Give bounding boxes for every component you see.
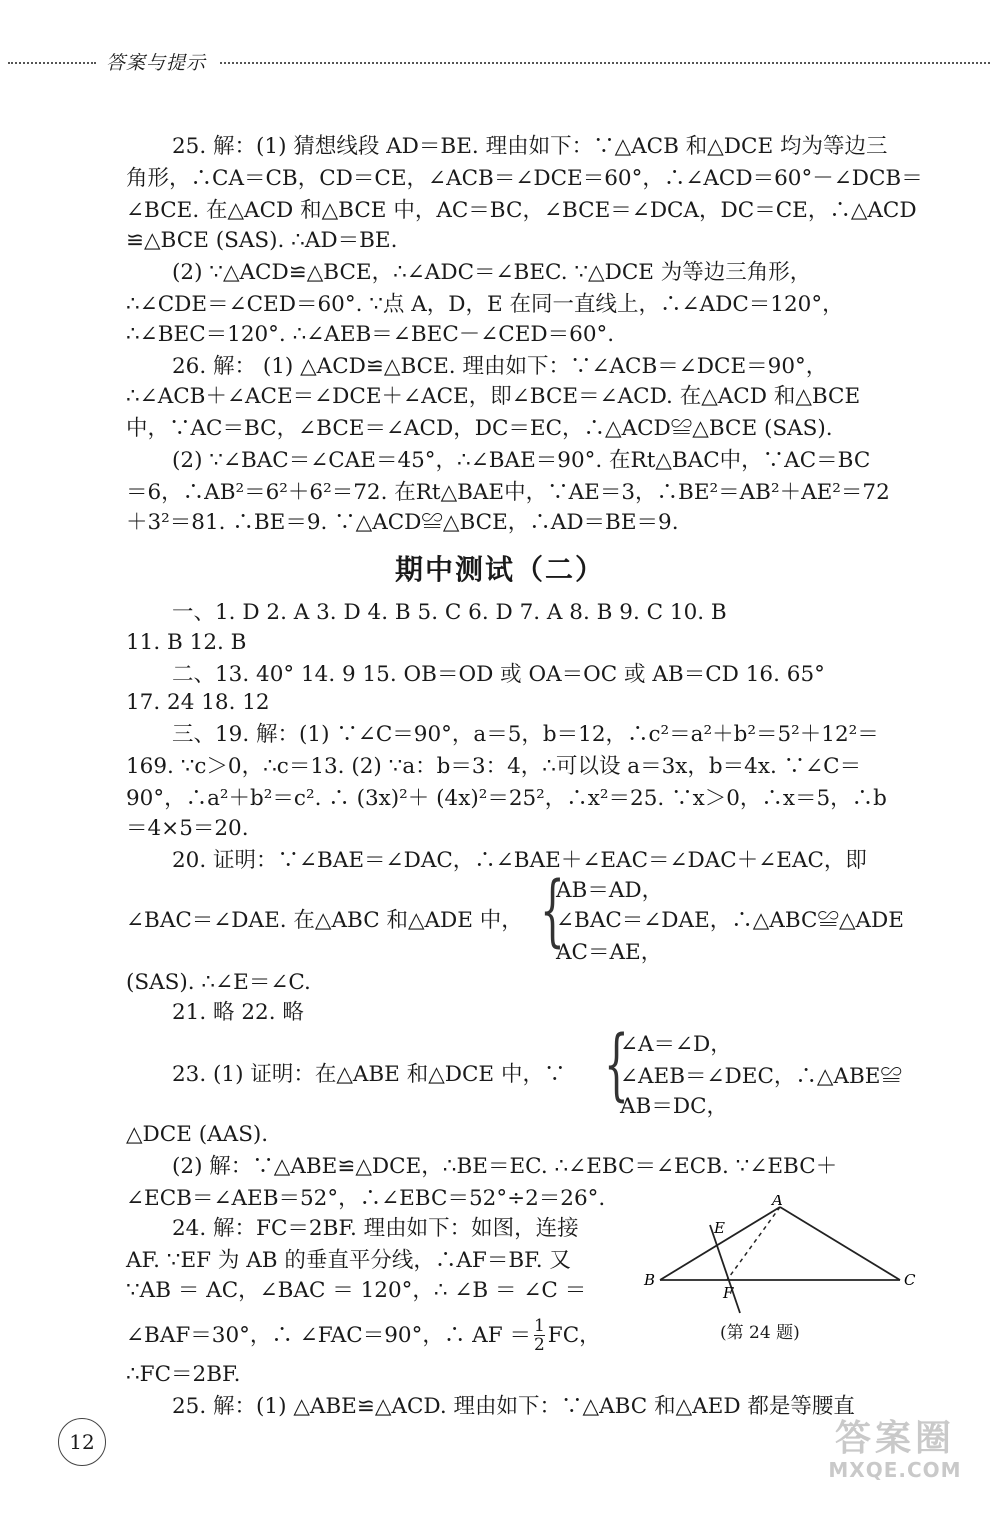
label-a: A [772, 1195, 783, 1209]
header-title: 答案与提示 [106, 52, 207, 74]
text-line: 25. 解：(1) 猜想线段 AD＝BE. 理由如下：∵△ACB 和△DCE 均为等边三 [172, 134, 888, 159]
page-number: 12 [58, 1418, 106, 1466]
text-line: ＋3²＝81. ∴BE＝9. ∵△ACD≌△BCE，∴AD＝BE＝9. [126, 510, 679, 535]
text-fragment: ∠BAF＝30°，∴ ∠FAC＝90°，∴ AF ＝ [126, 1323, 531, 1348]
text-line: ∵AB ＝ AC，∠BAC ＝ 120°，∴ ∠B ＝ ∠C ＝ [126, 1278, 587, 1303]
watermark-text-top: 答案圈 [834, 1418, 955, 1459]
header-dotted-rule-left [8, 62, 96, 64]
label-c: C [904, 1271, 916, 1289]
text-line: 169. ∵c＞0，∴c＝13. (2) ∵a：b＝3：4，∴可以设 a＝3x，b＝4x. ∵∠C＝ [126, 754, 862, 779]
label-b: B [644, 1271, 656, 1289]
segment-ab [660, 1207, 780, 1280]
brace-condition: ∠AEB＝∠DEC，∴△ABE≌ [620, 1064, 902, 1089]
fraction-denominator: 2 [533, 1335, 545, 1355]
text-line: 24. 解：FC＝2BF. 理由如下：如图，连接 [172, 1216, 579, 1241]
text-line: ＝6，∴AB²＝6²＋6²＝72. 在Rt△BAE中，∵AE＝3，∴BE²＝AB²＋AE²＝72 [126, 480, 890, 505]
text-line: 三、19. 解：(1) ∵∠C＝90°，a＝5，b＝12，∴c²＝a²＋b²＝5²＋12²＝ [172, 722, 879, 747]
text-line: (2) ∵△ACD≌△BCE，∴∠ADC＝∠BEC. ∵△DCE 为等边三角形， [172, 260, 812, 285]
segment-ac [780, 1207, 900, 1280]
text-line: ∴∠BEC＝120°. ∴∠AEB＝∠BEC－∠CED＝60°. [126, 322, 615, 347]
watermark-text-bottom: MXQE.COM [828, 1458, 962, 1482]
figure-caption: (第 24 题) [720, 1323, 800, 1343]
text-line: 20. 证明：∵∠BAE＝∠DAC，∴∠BAE＋∠EAC＝∠DAC＋∠EAC，即 [172, 848, 867, 873]
text-line: ∠ECB＝∠AEB＝52°，∴∠EBC＝52°÷2＝26°. [126, 1186, 606, 1211]
text-line: (2) 解：∵△ABE≌△DCE，∴BE＝EC. ∴∠EBC＝∠ECB. ∵∠EBC＋ [172, 1154, 838, 1179]
text-line: 21. 略 22. 略 [172, 1000, 304, 1025]
label-e: E [714, 1219, 725, 1237]
text-fragment: FC， [547, 1323, 601, 1348]
brace-condition: AB＝DC， [620, 1094, 729, 1119]
watermark-logo [810, 1419, 980, 1489]
text-line: 26. 解： (1) △ACD≌△BCE. 理由如下：∵∠ACB＝∠DCE＝90°， [172, 354, 828, 379]
text-line: AF. ∵EF 为 AB 的垂直平分线，∴AF＝BF. 又 [126, 1248, 571, 1273]
text-line: ∴∠ACB＋∠ACE＝∠DCE＋∠ACE，即∠BCE＝∠ACD. 在△ACD 和△BCE [126, 384, 861, 409]
text-line: 11. B 12. B [126, 630, 247, 655]
text-line: 23. (1) 证明：在△ABE 和△DCE 中，∵ [172, 1062, 566, 1087]
text-line: (SAS). ∴∠E＝∠C. [126, 970, 311, 995]
text-line: ∠BCE. 在△ACD 和△BCE 中，AC＝BC，∠BCE＝∠DCA，DC＝CE，∴△ACD [126, 198, 917, 223]
left-brace-icon: { [540, 866, 565, 956]
text-line: 中，∵AC＝BC，∠BCE＝∠ACD，DC＝EC，∴△ACD≌△BCE (SAS). [126, 416, 833, 441]
text-line: ∴∠CDE＝∠CED＝60°. ∵点 A，D，E 在同一直线上，∴∠ADC＝120°， [126, 292, 844, 317]
brace-condition: ∠BAC＝∠DAE，∴△ABC≌△ADE [556, 908, 904, 933]
brace-condition: ∠A＝∠D， [620, 1032, 732, 1057]
left-brace-icon: { [604, 1020, 629, 1110]
text-line: ∠BAC＝∠DAE. 在△ABC 和△ADE 中， [126, 908, 523, 933]
text-line: ∴FC＝2BF. [126, 1362, 241, 1387]
text-line: 一、1. D 2. A 3. D 4. B 5. C 6. D 7. A 8. B 9. C 10. B [172, 600, 727, 625]
text-line: ≌△BCE (SAS). ∴AD＝BE. [126, 228, 398, 253]
section-title: 期中测试（二） [394, 553, 605, 586]
label-f: F [723, 1284, 734, 1302]
text-line: (2) ∵∠BAC＝∠CAE＝45°，∴∠BAE＝90°. 在Rt△BAC中，∵AC＝BC [172, 448, 871, 473]
fraction [534, 1318, 545, 1354]
brace-condition: AB＝AD， [556, 878, 664, 903]
text-line: 二、13. 40° 14. 9 15. OB＝OD 或 OA＝OC 或 AB＝CD 16. 65° [172, 662, 825, 687]
brace-condition: AC＝AE， [556, 940, 663, 965]
header-dotted-rule-right [220, 62, 990, 64]
text-line: ＝4×5＝20. [126, 816, 249, 841]
page-header [0, 48, 1000, 78]
segment-af-dashed [727, 1207, 780, 1280]
text-line: 25. 解：(1) △ABE≌△ACD. 理由如下：∵△ABC 和△AED 都是等腰直 [172, 1394, 855, 1419]
text-line: 90°，∴a²＋b²＝c². ∴ (3x)²＋ (4x)²＝25²，∴x²＝25. ∵x＞0，∴x＝5，∴b [126, 786, 887, 811]
text-line: 角形，∴CA＝CB，CD＝CE，∠ACB＝∠DCE＝60°，∴∠ACD＝60°－∠DCB＝ [126, 166, 923, 191]
text-line [126, 1316, 601, 1355]
fraction-numerator: 1 [533, 1316, 545, 1336]
text-line: 17. 24 18. 12 [126, 690, 270, 715]
text-line: △DCE (AAS). [126, 1122, 269, 1147]
